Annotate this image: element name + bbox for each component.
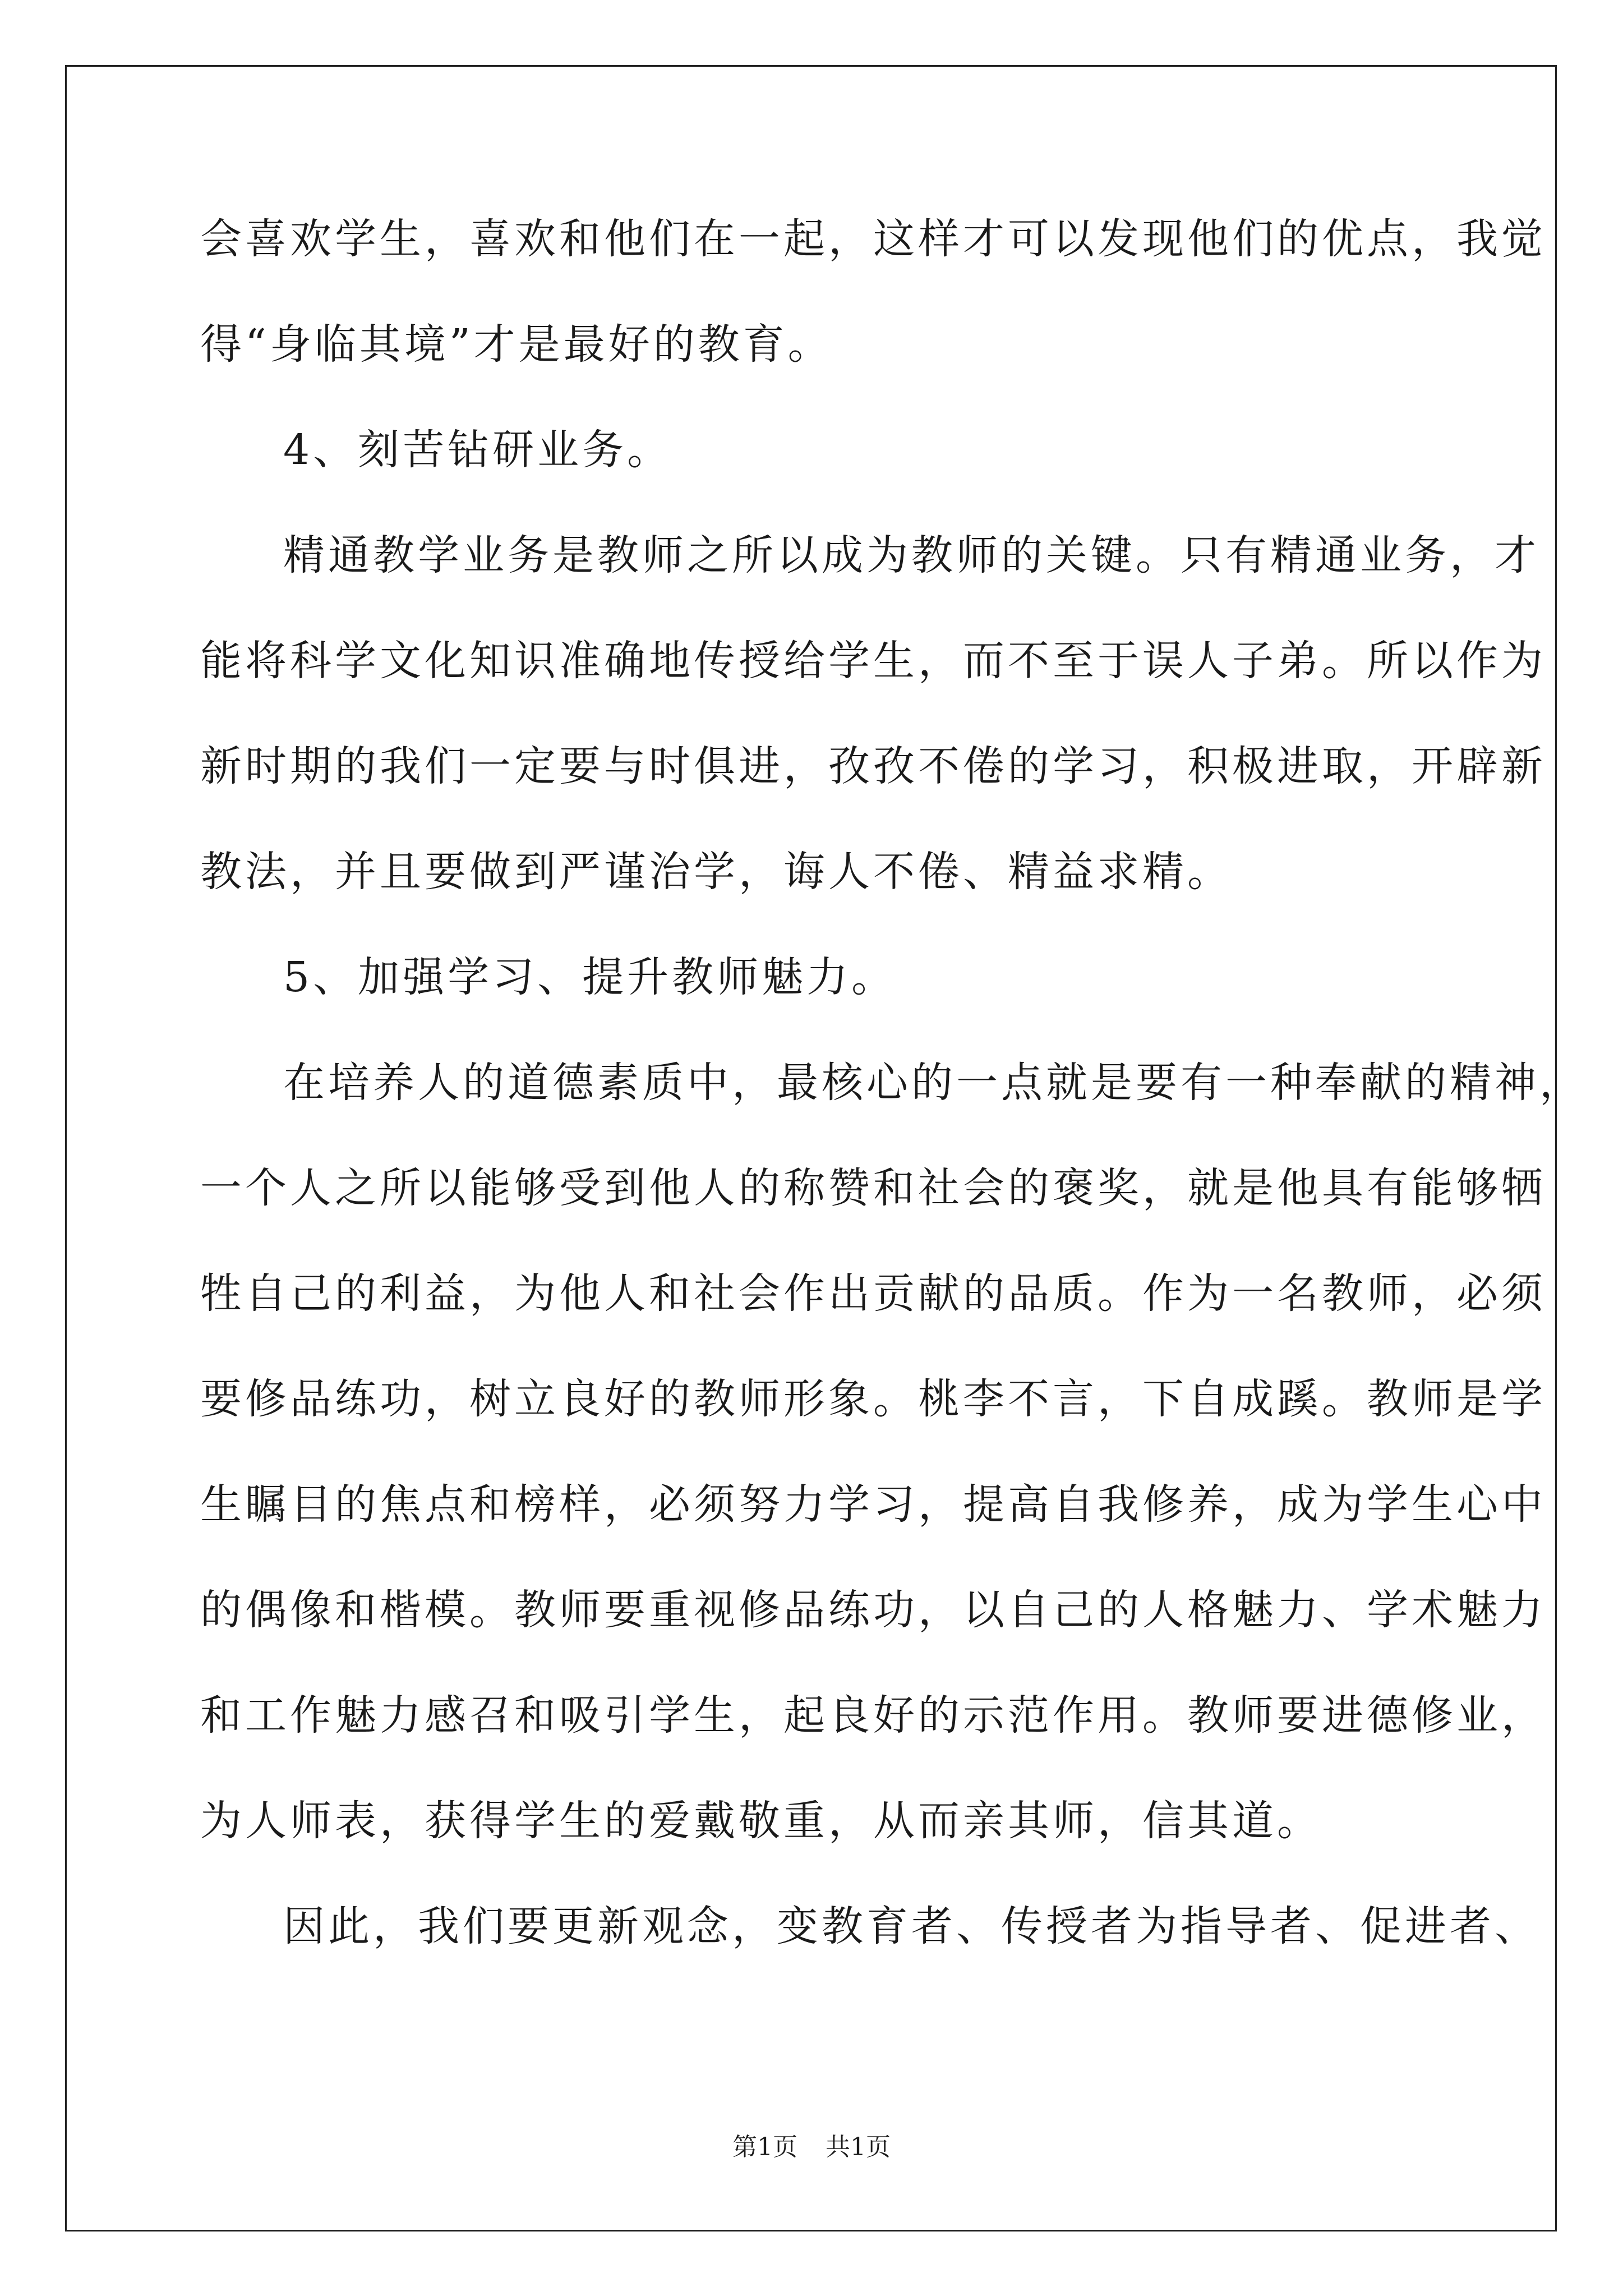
page-total-count: 共1页 xyxy=(826,2133,891,2161)
page-footer xyxy=(0,2132,1623,2163)
text-line: 的偶像和楷模。教师要重视修品练功，以自己的人格魅力、学术魅力 xyxy=(200,1586,1546,1634)
text-line: 要修品练功，树立良好的教师形象。桃李不言，下自成蹊。教师是学 xyxy=(200,1375,1546,1423)
text-line: 能将科学文化知识准确地传授给学生，而不至于误人子弟。所以作为 xyxy=(200,637,1546,685)
text-line: 因此，我们要更新观念，变教育者、传授者为指导者、促进者、 xyxy=(283,1902,1539,1950)
text-line: 为人师表，获得学生的爱戴敬重，从而亲其师，信其道。 xyxy=(200,1797,1322,1845)
text-line: 在培养人的道德素质中，最核心的一点就是要有一种奉献的精神， xyxy=(283,1059,1584,1107)
text-line: 精通教学业务是教师之所以成为教师的关键。只有精通业务，才 xyxy=(283,531,1539,579)
text-line: 教法，并且要做到严谨治学，诲人不倦、精益求精。 xyxy=(200,848,1232,896)
text-line: 和工作魅力感召和吸引学生，起良好的示范作用。教师要进德修业， xyxy=(200,1691,1546,1740)
section-heading: 5、加强学习、提升教师魅力。 xyxy=(283,953,897,1001)
text-line: 牲自己的利益，为他人和社会作出贡献的品质。作为一名教师，必须 xyxy=(200,1269,1546,1318)
text-line: 一个人之所以能够受到他人的称赞和社会的褒奖，就是他具有能够牺 xyxy=(200,1164,1546,1212)
section-heading: 4、刻苦钻研业务。 xyxy=(283,426,672,474)
text-line: 得“身临其境”才是最好的教育。 xyxy=(200,320,833,369)
text-line: 生瞩目的焦点和榜样，必须努力学习，提高自我修养，成为学生心中 xyxy=(200,1480,1546,1529)
page-current-number: 第1页 xyxy=(732,2133,797,2161)
text-line: 会喜欢学生，喜欢和他们在一起，这样才可以发现他们的优点，我觉 xyxy=(200,215,1546,263)
text-line: 新时期的我们一定要与时俱进，孜孜不倦的学习，积极进取，开辟新 xyxy=(200,742,1546,790)
